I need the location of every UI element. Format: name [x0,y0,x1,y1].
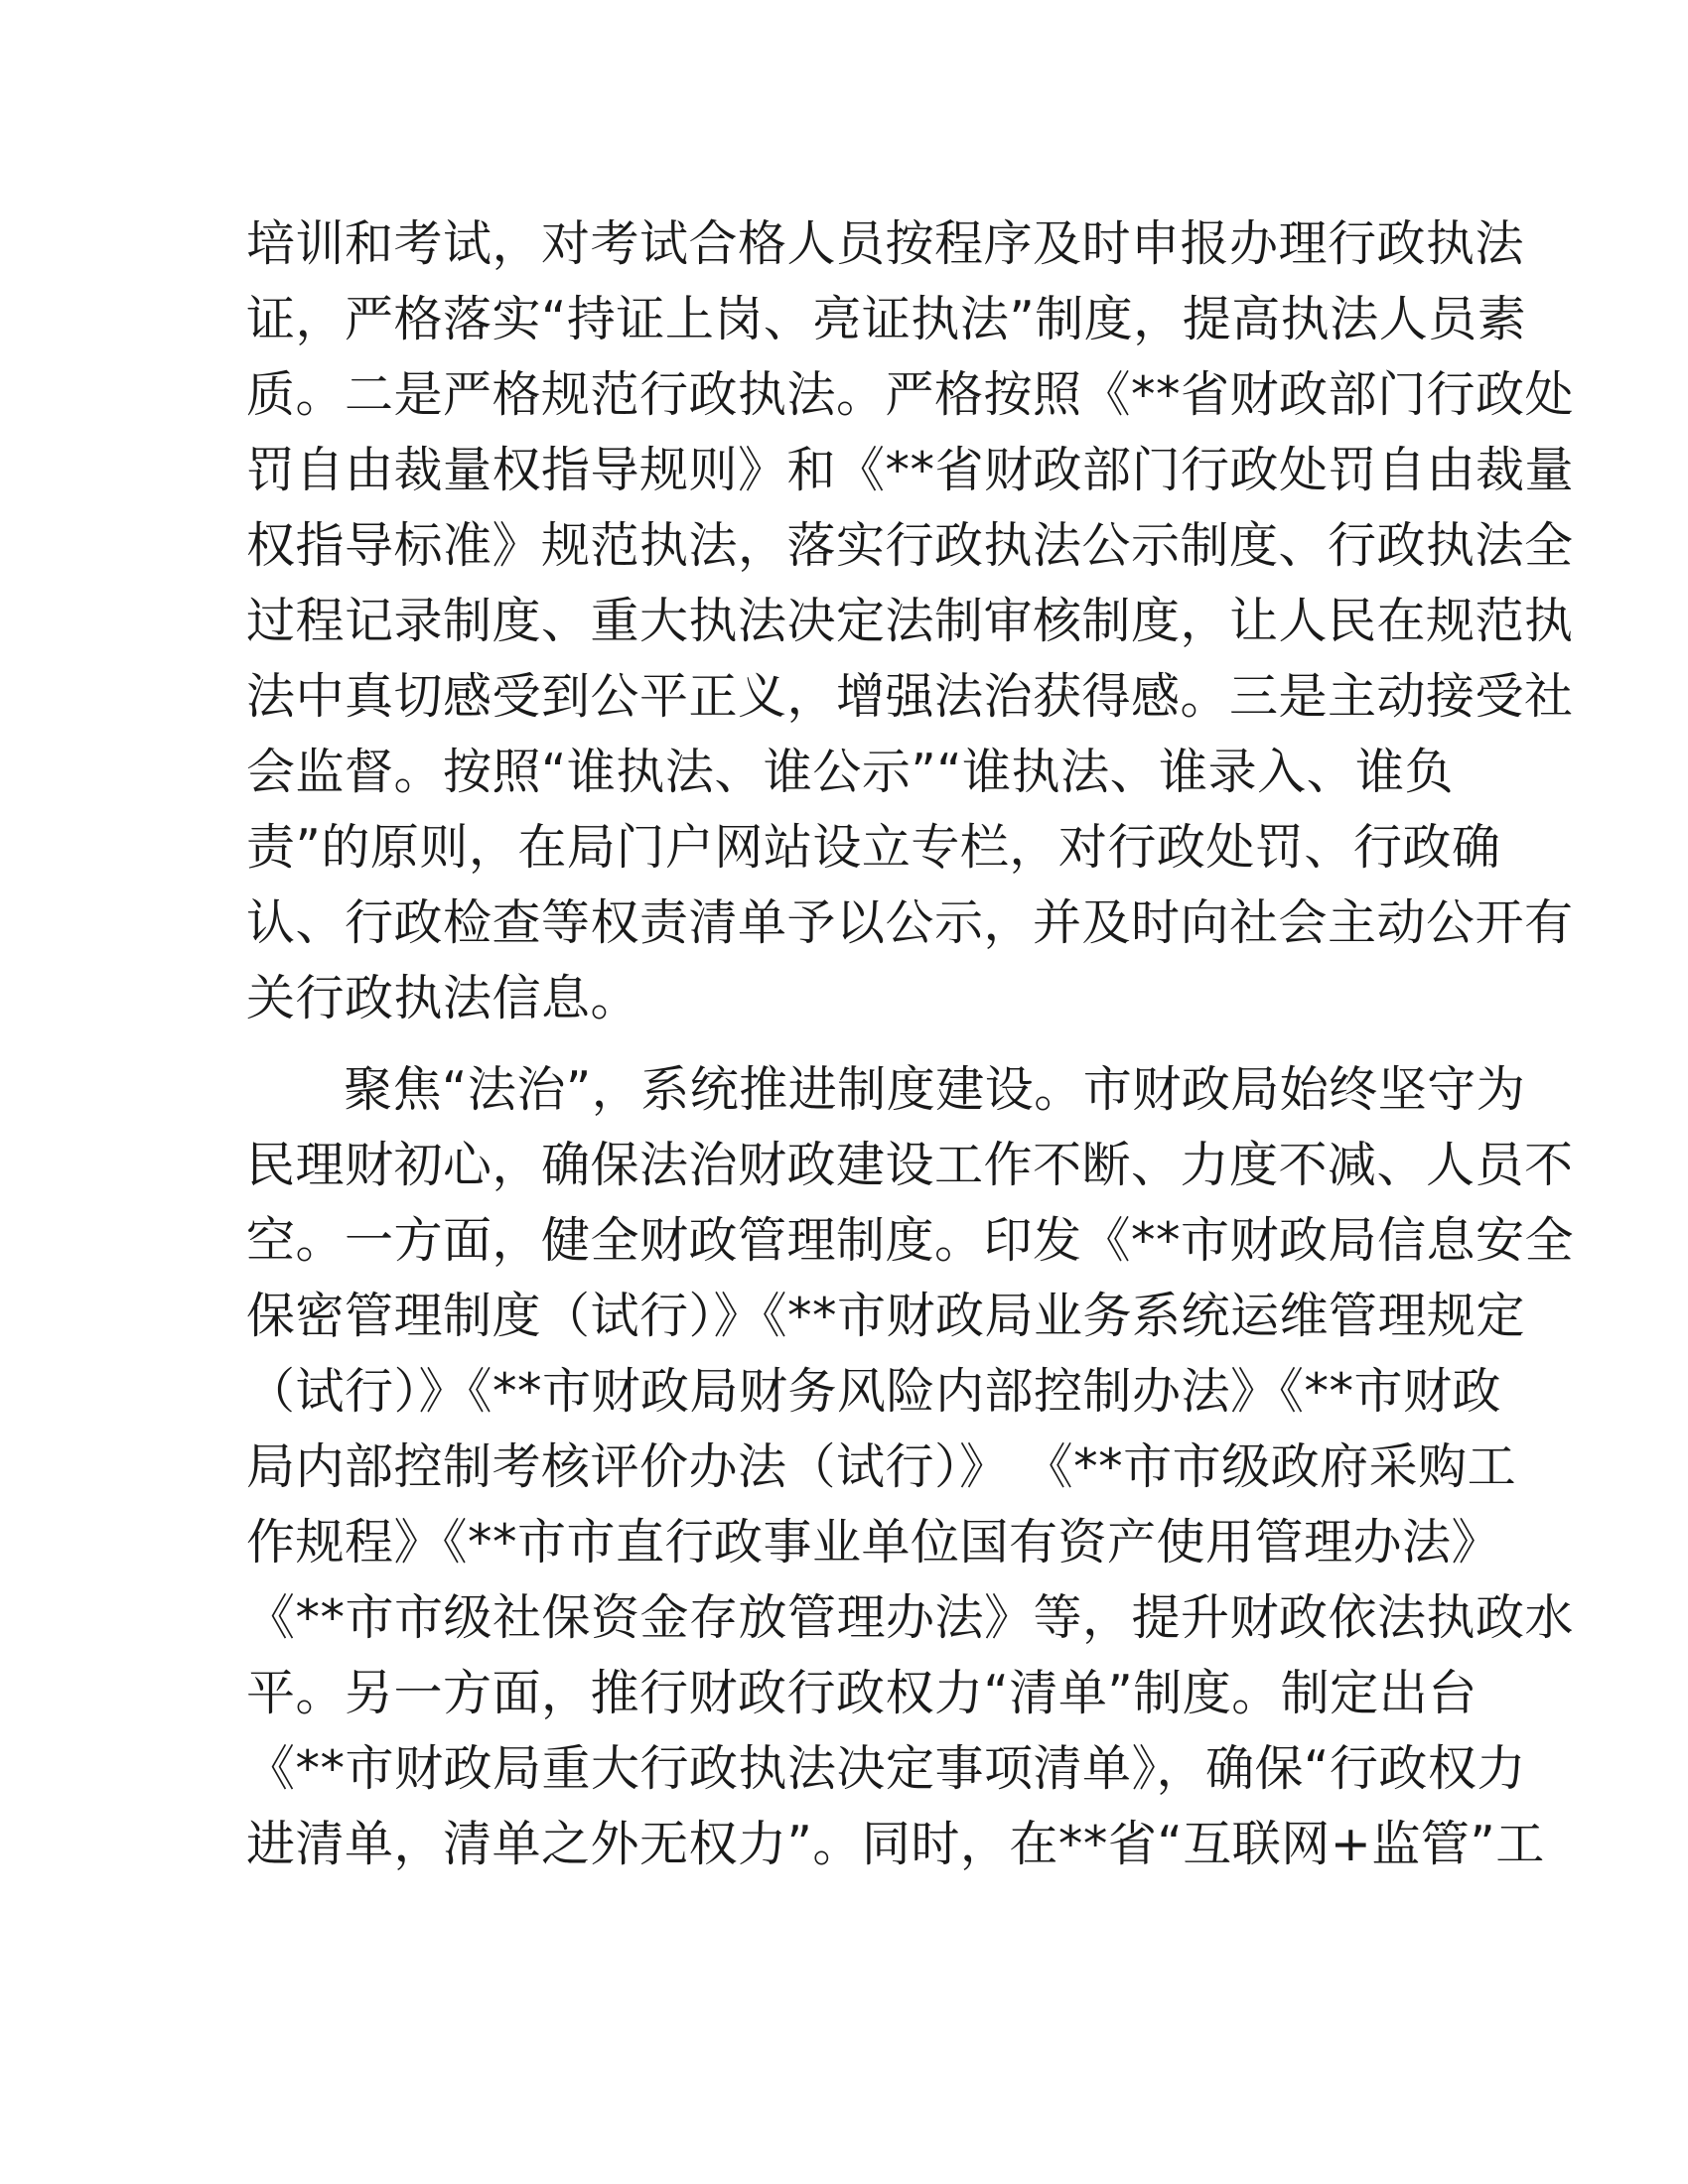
text-line: 过程记录制度、重大执法决定法制审核制度，让人民在规范执 [246,593,1574,649]
text-line: 关行政执法信息。 [246,970,640,1026]
text-line: 会监督。按照“谁执法、谁公示”“谁执法、谁录入、谁负 [246,744,1455,800]
text-line: 权指导标准》规范执法，落实行政执法公示制度、行政执法全 [246,517,1574,574]
paragraph-rule-of-law [246,1052,1575,1882]
text-line: 培训和考试，对考试合格人员按程序及时申报办理行政执法 [246,215,1525,272]
text-line: 民理财初心，确保法治财政建设工作不断、力度不减、人员不 [246,1137,1574,1193]
text-line: 局内部控制考核评价办法（试行）》 《**市市级政府采购工 [246,1438,1517,1495]
text-line: 进清单，清单之外无权力”。同时，在**省“互联网+监管”工 [246,1816,1545,1872]
document-body [246,206,1575,1882]
text-line: 罚自由裁量权指导规则》和《**省财政部门行政处罚自由裁量 [246,442,1575,498]
text-line: 认、行政检查等权责清单予以公示，并及时向社会主动公开有 [246,894,1574,951]
paragraph-spacer [246,1036,1438,1052]
text-line: 作规程》《**市市直行政事业单位国有资产使用管理办法》 [246,1514,1501,1570]
text-line: 空。一方面，健全财政管理制度。印发《**市财政局信息安全 [246,1212,1575,1269]
text-line: 证，严格落实“持证上岗、亮证执法”制度，提高执法人员素 [246,291,1527,347]
text-line: 《**市市级社保资金存放管理办法》等，提升财政依法执政水 [246,1589,1575,1646]
text-line: 质。二是严格规范行政执法。严格按照《**省财政部门行政处 [246,366,1575,423]
text-line: 《**市财政局重大行政执法决定事项清单》，确保“行政权力 [246,1740,1526,1797]
paragraph-law-enforcement [246,206,1575,1036]
text-line: 保密管理制度（试行）》《**市财政局业务系统运维管理规定 [246,1288,1526,1344]
text-line: 法中真切感受到公平正义，增强法治获得感。三是主动接受社 [246,668,1574,725]
text-line: 平。另一方面，推行财政行政权力“清单”制度。制定出台 [246,1665,1477,1721]
text-line: （试行）》《**市财政局财务风险内部控制办法》《**市财政 [246,1363,1502,1420]
text-line: 责”的原则，在局门户网站设立专栏，对行政处罚、行政确 [246,819,1501,876]
text-line: 聚焦“法治”，系统推进制度建设。市财政局始终坚守为 [344,1061,1526,1118]
